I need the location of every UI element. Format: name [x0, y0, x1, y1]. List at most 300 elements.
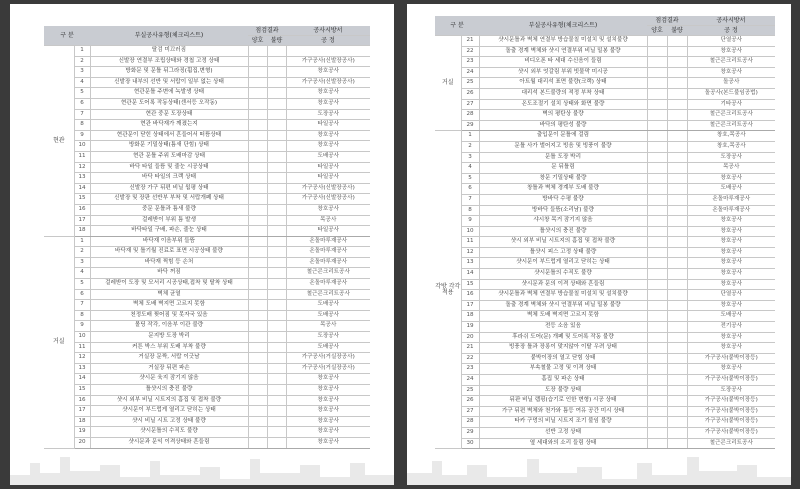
good-checkbox[interactable]	[647, 226, 667, 237]
good-checkbox[interactable]	[647, 110, 667, 121]
checklist-item: 샷시 외부 비닐 시트지의 흠집 및 접착 불량	[479, 237, 647, 248]
bad-checkbox[interactable]	[267, 257, 286, 268]
checklist-item: 비디오폰 타 세대 수신음이 들림	[479, 57, 647, 68]
checklist-item: 바닥재 이음부위 들뜸	[90, 236, 248, 247]
good-checkbox[interactable]	[248, 141, 267, 152]
good-checkbox[interactable]	[647, 194, 667, 205]
method-cell: 가구공사(신발장공사)	[286, 194, 370, 205]
checklist-item: 도장 불량 상태	[479, 385, 647, 396]
table-row	[44, 173, 370, 184]
row-number: 22	[461, 353, 479, 364]
bad-checkbox[interactable]	[667, 427, 687, 438]
bad-checkbox[interactable]	[667, 237, 687, 248]
good-checkbox[interactable]	[248, 88, 267, 99]
method-cell: 창호공사	[687, 237, 775, 248]
method-cell: 가구공사(붙박이장등)	[687, 417, 775, 428]
method-cell: 도장공사	[286, 332, 370, 343]
good-checkbox[interactable]	[647, 396, 667, 407]
bad-checkbox[interactable]	[267, 395, 286, 406]
checklist-item: 흠집 및 파손 상태	[479, 375, 647, 386]
good-checkbox[interactable]	[248, 56, 267, 67]
bad-checkbox[interactable]	[267, 109, 286, 120]
table-row	[44, 247, 370, 258]
bad-checkbox[interactable]	[667, 385, 687, 396]
bad-checkbox[interactable]	[267, 173, 286, 184]
header-bad: 불량	[267, 36, 286, 46]
good-checkbox[interactable]	[248, 236, 267, 247]
table-row	[44, 77, 370, 88]
bad-checkbox[interactable]	[267, 141, 286, 152]
good-checkbox[interactable]	[248, 406, 267, 417]
good-checkbox[interactable]	[647, 141, 667, 152]
checklist-item: 현관문이 닫힌 상태에서 흔들어서 떠뜸상태	[90, 130, 248, 141]
bad-checkbox[interactable]	[667, 247, 687, 258]
checklist-item: 샷시문틀의 수직도 불량	[479, 269, 647, 280]
bad-checkbox[interactable]	[267, 363, 286, 374]
row-number: 13	[74, 173, 90, 184]
row-number: 10	[74, 332, 90, 343]
checklist-item: 옆 세대와의 소리 들림 상태	[479, 438, 647, 449]
bad-checkbox[interactable]	[667, 343, 687, 354]
checklist-item: 중문 문틀과 틈새 불량	[90, 204, 248, 215]
table-row	[435, 247, 775, 258]
bad-checkbox[interactable]	[667, 173, 687, 184]
method-cell: 철근콘크리트공사	[687, 110, 775, 121]
good-checkbox[interactable]	[248, 257, 267, 268]
good-checkbox[interactable]	[248, 300, 267, 311]
table-row	[435, 332, 775, 343]
bad-checkbox[interactable]	[267, 215, 286, 226]
row-number: 11	[74, 151, 90, 162]
bad-checkbox[interactable]	[267, 151, 286, 162]
bad-checkbox[interactable]	[267, 77, 286, 88]
method-cell: 가구공사(붙박이장등)	[687, 396, 775, 407]
table-row	[435, 88, 775, 99]
good-checkbox[interactable]	[248, 215, 267, 226]
good-checkbox[interactable]	[248, 77, 267, 88]
table-row	[44, 310, 370, 321]
table-row	[435, 110, 775, 121]
good-checkbox[interactable]	[647, 385, 667, 396]
good-checkbox[interactable]	[248, 332, 267, 343]
good-checkbox[interactable]	[647, 67, 667, 78]
table-row	[44, 130, 370, 141]
table-row	[435, 78, 775, 89]
checklist-item: 샷시문틀과 벽체 연결부 방습물칠 미설치 및 설치불량	[479, 36, 647, 47]
bad-checkbox[interactable]	[667, 163, 687, 174]
row-number: 8	[74, 310, 90, 321]
good-checkbox[interactable]	[647, 247, 667, 258]
bad-checkbox[interactable]	[267, 236, 286, 247]
bad-checkbox[interactable]	[667, 353, 687, 364]
method-cell: 창호공사	[687, 364, 775, 375]
good-checkbox[interactable]	[248, 374, 267, 385]
method-cell: 도배공사	[286, 342, 370, 353]
good-checkbox[interactable]	[647, 205, 667, 216]
good-checkbox[interactable]	[647, 258, 667, 269]
bad-checkbox[interactable]	[667, 396, 687, 407]
bad-checkbox[interactable]	[267, 416, 286, 427]
good-checkbox[interactable]	[647, 279, 667, 290]
method-cell: 창호공사	[286, 385, 370, 396]
checklist-item: 현관 바닥재가 깨졌는지	[90, 120, 248, 131]
row-number: 3	[74, 257, 90, 268]
good-checkbox[interactable]	[248, 395, 267, 406]
method-cell: 철근콘크리트공사	[687, 120, 775, 131]
row-number: 4	[74, 77, 90, 88]
table-row	[435, 311, 775, 322]
checklist-item: 빙풍장 틀과 장롱이 맞지않아 이탈 우려 상태	[479, 343, 647, 354]
table-row	[44, 88, 370, 99]
good-checkbox[interactable]	[647, 332, 667, 343]
checklist-item: 거실장 뒤편 파손	[90, 363, 248, 374]
left-page	[10, 4, 394, 485]
table-row	[435, 173, 775, 184]
bad-checkbox[interactable]	[267, 130, 286, 141]
good-checkbox[interactable]	[647, 88, 667, 99]
checklist-item: 타카 구멍의 비닐 시트지 조기 불임 불량	[479, 417, 647, 428]
method-cell: 창호공사	[286, 67, 370, 78]
bad-checkbox[interactable]	[667, 46, 687, 57]
bad-checkbox[interactable]	[667, 216, 687, 227]
method-cell: 단열공사	[687, 290, 775, 301]
bad-checkbox[interactable]	[667, 67, 687, 78]
good-checkbox[interactable]	[248, 46, 267, 57]
row-number: 7	[461, 194, 479, 205]
good-checkbox[interactable]	[647, 417, 667, 428]
bad-checkbox[interactable]	[267, 98, 286, 109]
bad-checkbox[interactable]	[667, 57, 687, 68]
good-checkbox[interactable]	[248, 289, 267, 300]
good-checkbox[interactable]	[647, 364, 667, 375]
checklist-item: 부속철물 고정 및 이격 상태	[479, 364, 647, 375]
method-cell: 창호,목공사	[687, 131, 775, 142]
good-checkbox[interactable]	[248, 183, 267, 194]
category-label: 거실	[44, 236, 74, 448]
checklist-item: 현관 문틀 주위 도배마감 상태	[90, 151, 248, 162]
bad-checkbox[interactable]	[267, 279, 286, 290]
bad-checkbox[interactable]	[667, 375, 687, 386]
good-checkbox[interactable]	[647, 290, 667, 301]
good-checkbox[interactable]	[647, 216, 667, 227]
checklist-item: 걸레받이 도장 및 모서리 시공상태,접착 및 탈착 상태	[90, 279, 248, 290]
good-checkbox[interactable]	[248, 151, 267, 162]
bad-checkbox[interactable]	[267, 342, 286, 353]
bad-checkbox[interactable]	[667, 406, 687, 417]
checklist-item: 벽체 도배 벽지면 고르지 못함	[479, 311, 647, 322]
method-cell	[286, 46, 370, 57]
checklist-item: 벽체 균열	[90, 289, 248, 300]
good-checkbox[interactable]	[248, 310, 267, 321]
bad-checkbox[interactable]	[667, 226, 687, 237]
checklist-item: 샤시창 목거 잠기지 않음	[479, 216, 647, 227]
table-row	[44, 151, 370, 162]
good-checkbox[interactable]	[248, 279, 267, 290]
row-number: 22	[461, 46, 479, 57]
right-page	[407, 4, 791, 485]
good-checkbox[interactable]	[248, 98, 267, 109]
bad-checkbox[interactable]	[667, 120, 687, 131]
bad-checkbox[interactable]	[667, 258, 687, 269]
bad-checkbox[interactable]	[267, 353, 286, 364]
bad-checkbox[interactable]	[267, 194, 286, 205]
good-checkbox[interactable]	[248, 321, 267, 332]
bad-checkbox[interactable]	[667, 78, 687, 89]
bad-checkbox[interactable]	[267, 162, 286, 173]
bad-checkbox[interactable]	[667, 141, 687, 152]
good-checkbox[interactable]	[647, 78, 667, 89]
table-row	[435, 300, 775, 311]
good-checkbox[interactable]	[647, 36, 667, 47]
row-number: 14	[74, 374, 90, 385]
row-number: 6	[461, 184, 479, 195]
checklist-item: 전등 소음 있음	[479, 322, 647, 333]
bad-checkbox[interactable]	[267, 46, 286, 57]
row-number: 27	[461, 406, 479, 417]
row-number: 30	[461, 438, 479, 449]
method-cell: 기타공사	[687, 99, 775, 110]
bad-checkbox[interactable]	[267, 385, 286, 396]
bad-checkbox[interactable]	[667, 99, 687, 110]
bad-checkbox[interactable]	[667, 152, 687, 163]
bad-checkbox[interactable]	[267, 300, 286, 311]
good-checkbox[interactable]	[647, 184, 667, 195]
table-row	[44, 342, 370, 353]
table-row	[435, 385, 775, 396]
good-checkbox[interactable]	[248, 67, 267, 78]
checklist-item: 붙박이장의 열고 닫힘 상태	[479, 353, 647, 364]
row-number: 10	[461, 226, 479, 237]
checklist-item: 온도조절기 설치 상태와 화면 불량	[479, 99, 647, 110]
row-number: 15	[461, 279, 479, 290]
good-checkbox[interactable]	[647, 46, 667, 57]
good-checkbox[interactable]	[248, 173, 267, 184]
method-cell: 가구공사(붙박이장등)	[687, 353, 775, 364]
good-checkbox[interactable]	[248, 226, 267, 237]
row-number: 12	[461, 247, 479, 258]
good-checkbox[interactable]	[647, 427, 667, 438]
method-cell: 철근콘크리트공사	[687, 438, 775, 449]
table-row	[44, 236, 370, 247]
good-checkbox[interactable]	[647, 269, 667, 280]
bad-checkbox[interactable]	[267, 310, 286, 321]
header-method: 공 정	[687, 26, 775, 36]
good-checkbox[interactable]	[647, 300, 667, 311]
bad-checkbox[interactable]	[667, 194, 687, 205]
bad-checkbox[interactable]	[667, 364, 687, 375]
good-checkbox[interactable]	[647, 353, 667, 364]
bad-checkbox[interactable]	[267, 289, 286, 300]
row-number: 6	[74, 98, 90, 109]
good-checkbox[interactable]	[248, 109, 267, 120]
bad-checkbox[interactable]	[267, 268, 286, 279]
method-cell: 온돌마루재공사	[286, 279, 370, 290]
good-checkbox[interactable]	[248, 353, 267, 364]
checklist-item: 돌출 경계 벽체와 샷시 연결부위 비닐 밀봉 불량	[479, 300, 647, 311]
bad-checkbox[interactable]	[667, 290, 687, 301]
bad-checkbox[interactable]	[267, 204, 286, 215]
good-checkbox[interactable]	[248, 194, 267, 205]
bad-checkbox[interactable]	[267, 226, 286, 237]
row-number: 26	[461, 88, 479, 99]
good-checkbox[interactable]	[647, 375, 667, 386]
checklist-item: 천정도배 찢어짐 및 못자국 있음	[90, 310, 248, 321]
good-checkbox[interactable]	[248, 268, 267, 279]
bad-checkbox[interactable]	[267, 406, 286, 417]
bad-checkbox[interactable]	[267, 120, 286, 131]
checklist-item: 방화문 기밀상태(틈새 단힘) 상태	[90, 141, 248, 152]
bad-checkbox[interactable]	[667, 279, 687, 290]
table-row	[44, 279, 370, 290]
bad-checkbox[interactable]	[267, 427, 286, 438]
checklist-item: 바닥 타일의 크랙 상태	[90, 173, 248, 184]
method-cell: 창호공사	[687, 269, 775, 280]
good-checkbox[interactable]	[248, 204, 267, 215]
method-cell: 창호공사	[286, 130, 370, 141]
table-row	[435, 216, 775, 227]
bad-checkbox[interactable]	[267, 332, 286, 343]
row-number: 6	[74, 289, 90, 300]
good-checkbox[interactable]	[647, 173, 667, 184]
checklist-item: 바닥재 찍힘 등 손처	[90, 257, 248, 268]
method-cell: 창호,목공사	[687, 141, 775, 152]
good-checkbox[interactable]	[248, 120, 267, 131]
bad-checkbox[interactable]	[667, 332, 687, 343]
row-number: 20	[74, 437, 90, 448]
good-checkbox[interactable]	[647, 131, 667, 142]
bad-checkbox[interactable]	[267, 247, 286, 258]
good-checkbox[interactable]	[647, 406, 667, 417]
bad-checkbox[interactable]	[667, 131, 687, 142]
row-number: 29	[461, 427, 479, 438]
row-number: 16	[74, 395, 90, 406]
bad-checkbox[interactable]	[667, 300, 687, 311]
good-checkbox[interactable]	[647, 99, 667, 110]
bad-checkbox[interactable]	[667, 184, 687, 195]
table-row	[44, 395, 370, 406]
bad-checkbox[interactable]	[267, 88, 286, 99]
skyline-watermark	[10, 445, 394, 485]
table-row	[44, 416, 370, 427]
bad-checkbox[interactable]	[267, 374, 286, 385]
table-row	[435, 194, 775, 205]
row-number: 16	[461, 290, 479, 301]
row-number: 8	[461, 205, 479, 216]
table-row	[44, 268, 370, 279]
checklist-item: 뒤판 비닐 랩핑(습기로 인한 변형) 시공 상태	[479, 396, 647, 407]
good-checkbox[interactable]	[248, 385, 267, 396]
bad-checkbox[interactable]	[667, 269, 687, 280]
bad-checkbox[interactable]	[667, 88, 687, 99]
good-checkbox[interactable]	[647, 120, 667, 131]
method-cell: 창호공사	[687, 247, 775, 258]
good-checkbox[interactable]	[647, 152, 667, 163]
bad-checkbox[interactable]	[267, 67, 286, 78]
checklist-table-left	[44, 26, 370, 449]
row-number: 17	[461, 300, 479, 311]
good-checkbox[interactable]	[647, 343, 667, 354]
checklist-item: 가구 뒤편 벽체와 천가와 틈등 여유 공간 미시 상태	[479, 406, 647, 417]
bad-checkbox[interactable]	[667, 36, 687, 47]
row-number: 12	[74, 353, 90, 364]
row-number: 19	[461, 322, 479, 333]
row-number: 17	[74, 215, 90, 226]
row-number: 1	[461, 131, 479, 142]
table-row	[435, 184, 775, 195]
good-checkbox[interactable]	[248, 342, 267, 353]
method-cell: 가구공사(붙박이장등)	[687, 427, 775, 438]
good-checkbox[interactable]	[647, 311, 667, 322]
good-checkbox[interactable]	[647, 322, 667, 333]
checklist-item: 창문 기밀상태 불량	[479, 173, 647, 184]
good-checkbox[interactable]	[248, 130, 267, 141]
method-cell: 창호공사	[687, 67, 775, 78]
bad-checkbox[interactable]	[667, 311, 687, 322]
table-row	[435, 99, 775, 110]
good-checkbox[interactable]	[647, 163, 667, 174]
bad-checkbox[interactable]	[667, 417, 687, 428]
table-row	[435, 141, 775, 152]
good-checkbox[interactable]	[248, 416, 267, 427]
good-checkbox[interactable]	[248, 162, 267, 173]
checklist-item: 바닥 타일 들뜸 및 줄눈 시공상태	[90, 162, 248, 173]
header-category: 구 분	[44, 26, 90, 46]
table-row	[44, 321, 370, 332]
row-number: 27	[461, 99, 479, 110]
bad-checkbox[interactable]	[267, 56, 286, 67]
row-number: 15	[74, 385, 90, 396]
table-row	[435, 36, 775, 47]
table-row	[44, 67, 370, 78]
row-number: 8	[74, 120, 90, 131]
good-checkbox[interactable]	[248, 427, 267, 438]
table-row	[435, 258, 775, 269]
method-cell: 도장공사	[687, 152, 775, 163]
checklist-item: 바닥재 및 틀기월 진료로 표면 시공상태 불량	[90, 247, 248, 258]
good-checkbox[interactable]	[248, 247, 267, 258]
table-row	[435, 353, 775, 364]
checklist-item: 샷시 외부 비닐 시트지의 흠집 및 접착 불량	[90, 395, 248, 406]
method-cell: 창호공사	[286, 427, 370, 438]
row-number: 12	[74, 162, 90, 173]
table-row	[435, 226, 775, 237]
method-cell: 온돌마루재공사	[286, 257, 370, 268]
method-cell: 창호공사	[687, 226, 775, 237]
bad-checkbox[interactable]	[667, 322, 687, 333]
good-checkbox[interactable]	[647, 237, 667, 248]
row-number: 1	[74, 236, 90, 247]
checklist-item: 아트월 대리석 표면 불량(크랙) 상태	[479, 78, 647, 89]
method-cell: 창호공사	[286, 406, 370, 417]
row-number: 2	[74, 56, 90, 67]
category-label: 거실	[435, 36, 461, 131]
checklist-item: 샷시 외부 엇갈림 부위 빗물막 미시공	[479, 67, 647, 78]
bad-checkbox[interactable]	[267, 183, 286, 194]
row-number: 3	[461, 152, 479, 163]
table-row	[44, 385, 370, 396]
table-row	[44, 332, 370, 343]
bad-checkbox[interactable]	[267, 321, 286, 332]
row-number: 29	[461, 120, 479, 131]
good-checkbox[interactable]	[647, 57, 667, 68]
method-cell: 철근콘크리트공사	[286, 268, 370, 279]
bad-checkbox[interactable]	[667, 205, 687, 216]
table-row	[44, 109, 370, 120]
method-cell: 가구공사(거실장공사)	[286, 363, 370, 374]
good-checkbox[interactable]	[248, 363, 267, 374]
bad-checkbox[interactable]	[667, 110, 687, 121]
method-cell: 타일공사	[286, 173, 370, 184]
